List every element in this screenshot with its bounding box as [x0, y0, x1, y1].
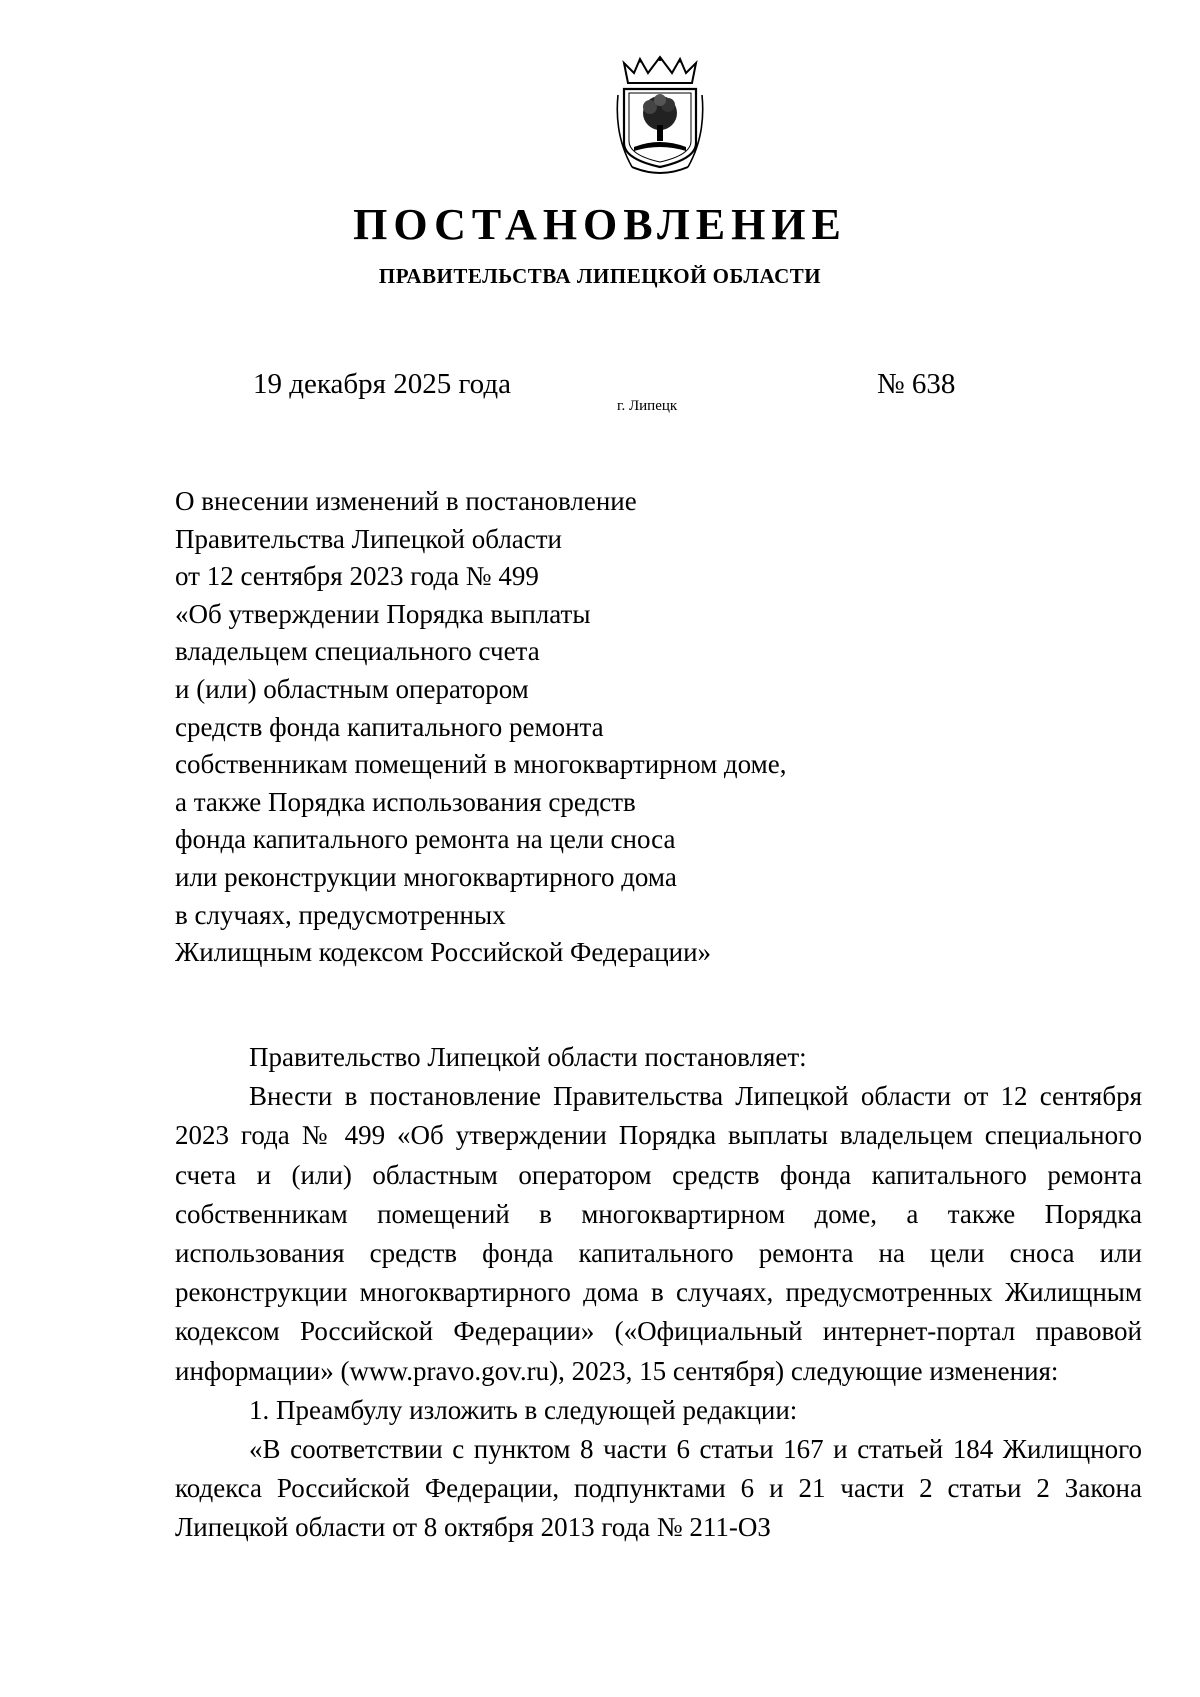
- body-paragraph: Правительство Липецкой области постановляет:: [249, 1042, 807, 1072]
- subject-line: фонда капитального ремонта на цели сноса: [175, 824, 676, 855]
- subject-line: О внесении изменений в постановление: [175, 486, 637, 516]
- body-paragraph: Внести в постановление Правительства Липецкой области от 12 сентября 2023 года № 499 «Об утверждении Порядка выплаты владельцем специального счета и (или) областным оператором средств фонда капитального ремонта собственникам помещений в многоквартирном доме, а также Порядка использования средств фонда капитального ремонта на цели сноса или реконструкции многоквартирного дома в случаях, предусмотренных Жилищным кодексом Российской Федерации» («Официальный интернет-портал правовой информации» (www.pravo.gov.ru), 2023, 15 сентября) следующие изменения:: [175, 1081, 1142, 1386]
- coat-of-arms-icon: [610, 55, 710, 180]
- subject-line: средств фонда капитального ремонта: [175, 711, 604, 742]
- document-subject: [175, 483, 786, 972]
- subject-line: а также Порядка использования средств: [175, 786, 636, 817]
- subject-line: и (или) областным оператором: [175, 673, 529, 704]
- subject-line: «Об утверждении Порядка выплаты: [175, 598, 591, 629]
- subject-line: или реконструкции многоквартирного дома: [175, 861, 677, 892]
- subject-line: владельцем специального счета: [175, 636, 540, 667]
- subject-line: собственникам помещений в многоквартирном доме,: [175, 749, 787, 780]
- document-city: г. Липецк: [617, 398, 678, 414]
- issuer-subtitle: ПРАВИТЕЛЬСТВА ЛИПЕЦКОЙ ОБЛАСТИ: [378, 264, 822, 288]
- document-date: 19 декабря 2025 года: [253, 368, 511, 400]
- document-number: № 638: [877, 368, 956, 400]
- document-title: ПОСТАНОВЛЕНИЕ: [353, 200, 847, 249]
- document-body: [175, 1038, 1142, 1548]
- body-paragraph: «В соответствии с пунктом 8 части 6 статьи 167 и статьей 184 Жилищного кодекса Российской Федерации, подпунктами 6 и 21 части 2 статьи 2 Закона Липецкой области от 8 октября 2013 года № 211-ОЗ: [175, 1434, 1142, 1543]
- subject-line: Жилищным кодексом Российской Федерации»: [175, 937, 712, 968]
- subject-line: Правительства Липецкой области: [175, 523, 563, 554]
- body-paragraph: 1. Преамбулу изложить в следующей редакции:: [249, 1394, 798, 1425]
- subject-line: в случаях, предусмотренных: [175, 899, 506, 930]
- subject-line: от 12 сентября 2023 года № 499: [175, 561, 539, 592]
